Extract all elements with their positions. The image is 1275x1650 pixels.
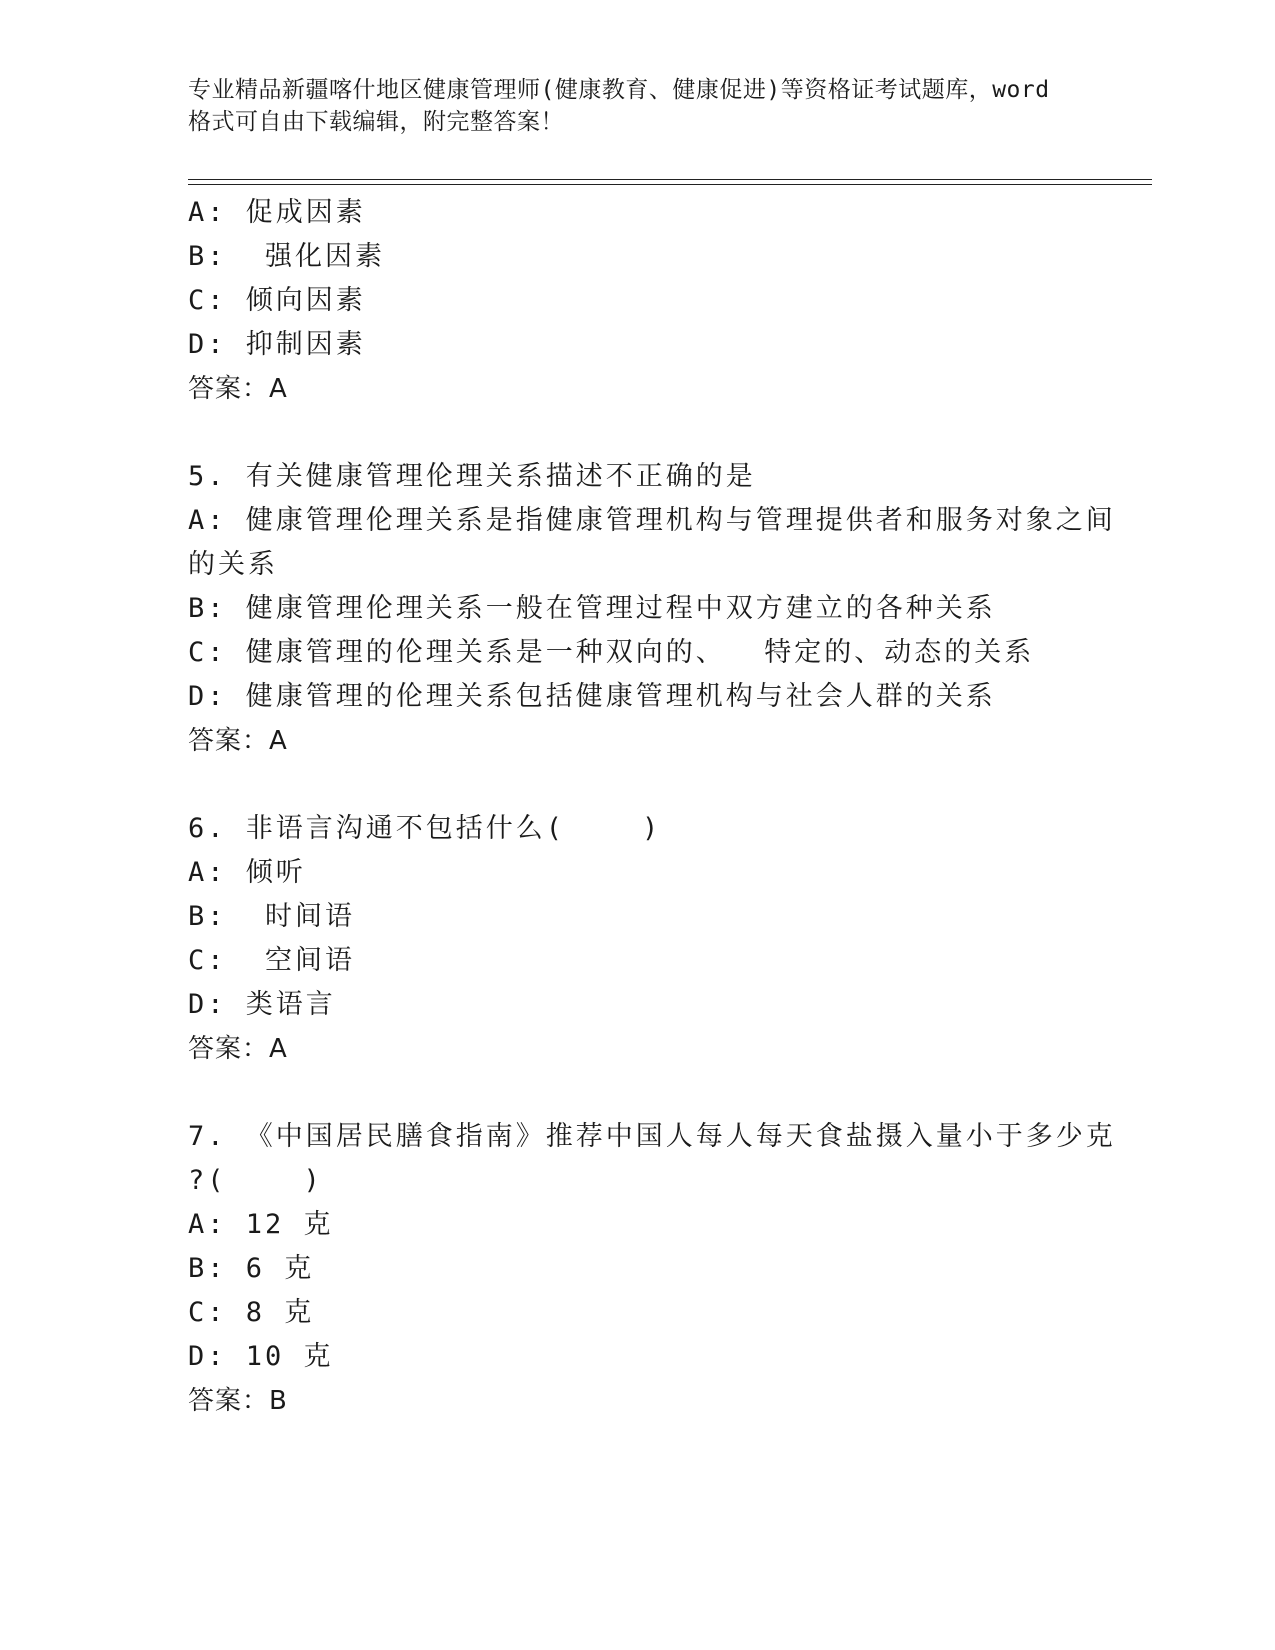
q4-option-c: C: 倾向因素 — [188, 285, 366, 316]
header-divider-bottom — [188, 184, 1152, 185]
q6-option-c: C: 空间语 — [188, 945, 356, 976]
header-line-1: 专业精品新疆喀什地区健康管理师(健康教育、健康促进)等资格证考试题库，word — [188, 77, 1050, 103]
q6-answer: 答案：A — [188, 1034, 288, 1064]
q6-option-b: B: 时间语 — [188, 901, 356, 932]
q6-option-d: D: 类语言 — [188, 989, 336, 1020]
q4-option-b: B: 强化因素 — [188, 241, 386, 272]
q7-question-continued: ?( ) — [188, 1165, 323, 1196]
q4-option-d: D: 抑制因素 — [188, 329, 366, 360]
header-line-2: 格式可自由下载编辑，附完整答案！ — [188, 109, 564, 135]
header-divider-top — [188, 179, 1152, 180]
q5-option-a: A: 健康管理伦理关系是指健康管理机构与管理提供者和服务对象之间 — [188, 505, 1116, 536]
q7-option-a: A: 12 克 — [188, 1209, 334, 1240]
q6-option-a: A: 倾听 — [188, 857, 306, 888]
q4-option-a: A: 促成因素 — [188, 197, 366, 228]
q5-question: 5. 有关健康管理伦理关系描述不正确的是 — [188, 461, 756, 492]
q7-question: 7. 《中国居民膳食指南》推荐中国人每人每天食盐摄入量小于多少克 — [188, 1121, 1116, 1152]
q7-option-d: D: 10 克 — [188, 1341, 334, 1372]
q4-answer: 答案：A — [188, 374, 288, 404]
q7-option-c: C: 8 克 — [188, 1297, 315, 1328]
q5-option-b: B: 健康管理伦理关系一般在管理过程中双方建立的各种关系 — [188, 593, 996, 624]
q5-option-a-continued: 的关系 — [188, 549, 278, 580]
q6-question: 6. 非语言沟通不包括什么( ) — [188, 813, 662, 844]
q7-option-b: B: 6 克 — [188, 1253, 315, 1284]
q5-option-d: D: 健康管理的伦理关系包括健康管理机构与社会人群的关系 — [188, 681, 996, 712]
q7-answer: 答案：B — [188, 1386, 288, 1416]
q5-answer: 答案：A — [188, 726, 288, 756]
document-header — [188, 74, 1088, 138]
q5-option-c: C: 健康管理的伦理关系是一种双向的、 特定的、动态的关系 — [188, 637, 1035, 668]
